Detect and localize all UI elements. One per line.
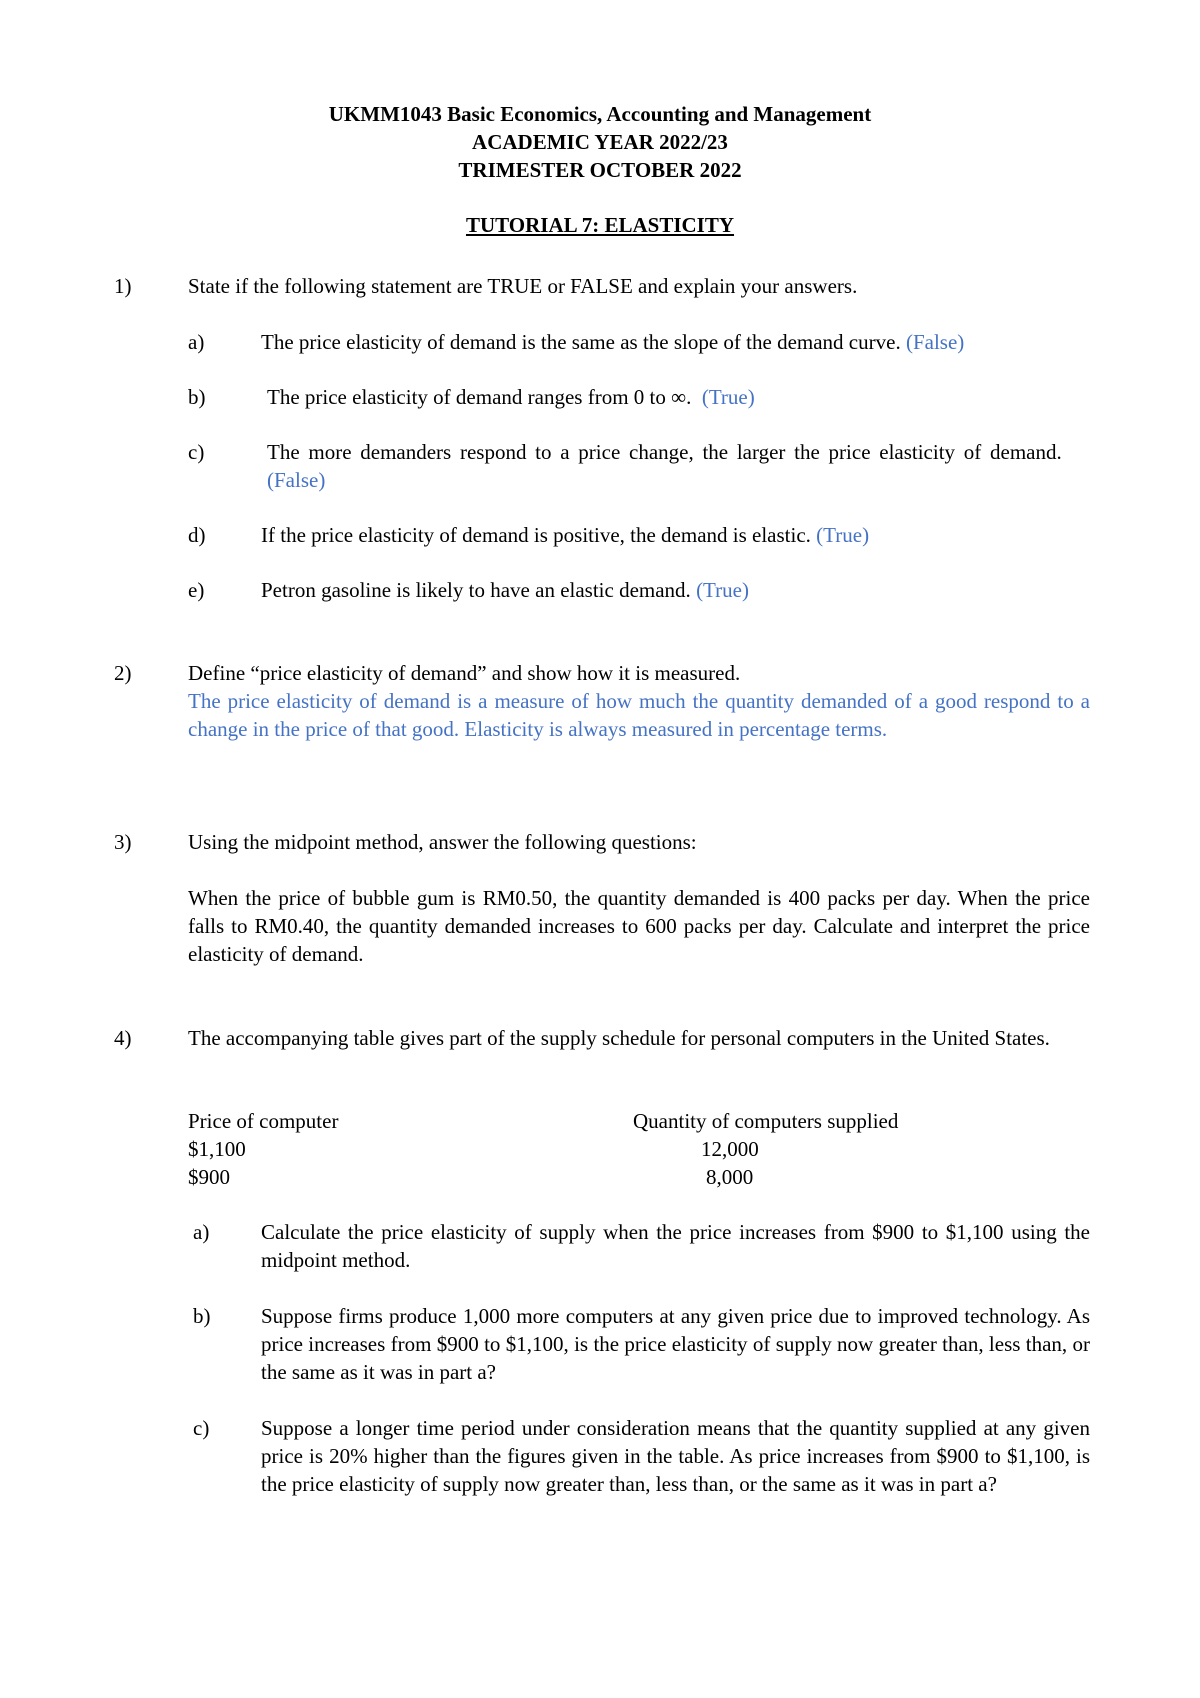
item-label: b) [188, 385, 206, 409]
item-label: d) [188, 523, 206, 547]
item-text: If the price elasticity of demand is positive, the demand is elastic. [261, 523, 811, 547]
question-body [188, 659, 1090, 743]
item-text-wrap [267, 438, 1067, 494]
item-label: a) [188, 330, 205, 354]
item-label: e) [188, 578, 205, 602]
item-text: Petron gasoline is likely to have an elastic demand. [261, 578, 691, 602]
item-text-wrap [267, 383, 1096, 411]
question-3-body: When the price of bubble gum is RM0.50, the quantity demanded is 400 packs per day. When the price falls to RM0.40, the quantity demanded increases to 600 packs per day. Calculate and interpret the price elasticity of demand. [188, 886, 1090, 966]
question-number: 2) [114, 661, 132, 685]
question-text: The accompanying table gives part of the supply schedule for personal computers in the United States. [188, 1026, 1050, 1050]
course-title: UKMM1043 Basic Economics, Accounting and Management [328, 102, 872, 126]
item-answer: (False) [905, 330, 965, 354]
question-number: 1) [114, 274, 132, 298]
table-cell: 12,000 [701, 1137, 759, 1161]
item-text-wrap [261, 328, 1096, 356]
table-row [0, 1135, 1200, 1163]
table-cell: 8,000 [706, 1165, 754, 1189]
item-text-wrap [261, 521, 1096, 549]
supply-table [0, 1107, 1200, 1191]
item-label: c) [193, 1416, 210, 1440]
item-label: b) [193, 1304, 211, 1328]
item-label: c) [188, 440, 205, 464]
item-text: Suppose a longer time period under consideration means that the quantity supplied at any given price is 20% higher than the figures given in the table. As price increases from $900 to $1,100, is the price elasticity of supply now greater than, less than, or the same as it was in part a? [261, 1416, 1090, 1496]
question-text: Define “price elasticity of demand” and show how it is measured. [188, 661, 741, 685]
tutorial-title: TUTORIAL 7: ELASTICITY [465, 213, 735, 237]
item-text: The price elasticity of demand is the same as the slope of the demand curve. [261, 330, 901, 354]
table-cell: $900 [188, 1165, 230, 1189]
table-header: Quantity of computers supplied [633, 1109, 899, 1133]
table-row [0, 1163, 1200, 1191]
trimester: TRIMESTER OCTOBER 2022 [458, 158, 742, 182]
item-text: Calculate the price elasticity of supply when the price increases from $900 to $1,100 using the midpoint method. [261, 1220, 1090, 1272]
academic-year: ACADEMIC YEAR 2022/23 [472, 130, 728, 154]
question-number: 3) [114, 830, 132, 854]
question-text: Using the midpoint method, answer the following questions: [188, 830, 697, 854]
table-cell: $1,100 [188, 1137, 246, 1161]
item-answer: (True) [696, 578, 749, 602]
document-header [0, 100, 1200, 184]
table-header: Price of computer [188, 1109, 339, 1133]
question-answer: The price elasticity of demand is a measure of how much the quantity demanded of a good respond to a change in the price of that good. Elasticity is always measured in percentage terms. [188, 689, 1090, 741]
question-number: 4) [114, 1026, 132, 1050]
item-answer: (True) [701, 385, 755, 409]
question-text: State if the following statement are TRUE or FALSE and explain your answers. [188, 274, 858, 298]
table-header-row [0, 1107, 1200, 1135]
item-text: The price elasticity of demand ranges from 0 to ∞. [267, 385, 692, 409]
item-text: The more demanders respond to a price change, the larger the price elasticity of demand. [267, 440, 1062, 464]
item-text-wrap [261, 576, 1096, 604]
item-answer: (False) [267, 468, 326, 492]
item-label: a) [193, 1220, 210, 1244]
item-answer: (True) [816, 523, 870, 547]
item-text: Suppose firms produce 1,000 more computers at any given price due to improved technology. As price increases from $900 to $1,100, is the price elasticity of supply now greater than, less than, or the same as it was in part a? [261, 1304, 1090, 1384]
